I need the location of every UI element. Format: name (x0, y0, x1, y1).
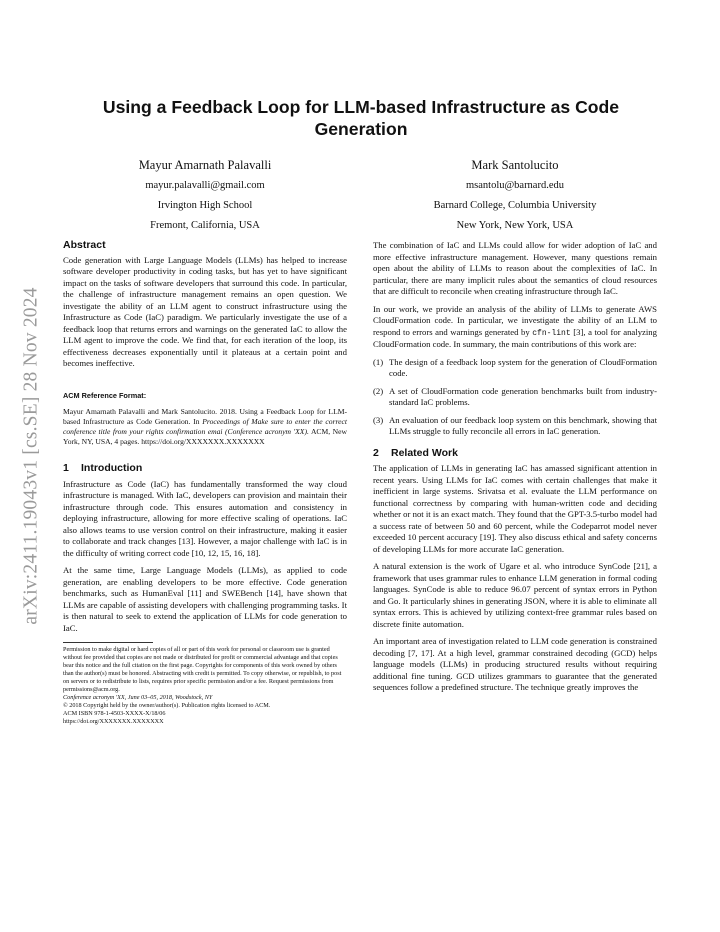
section-title: Introduction (81, 462, 143, 474)
related-paragraph-1: The application of LLMs in generating IaC has amassed significant attention in recent years. Using LLMs for IaC comes with certain challenges that make it inefficient in large systems. Srivatsa et al. evaluate the LLM performance on functional correctness by comparing with human-written code and deciding whether or not it is an exact match. They found that the GPT-3.5-turbo model had a success rate of between 50 and 60 percent, while the Codeparrot model never exceeded 10 percent accuracy [19]. They also discuss ethical and safety concerns of developing LLMs for more accurate IaC generation. (373, 463, 657, 554)
author-location: Fremont, California, USA (150, 220, 260, 231)
related-paragraph-3: An important area of investigation related to LLM code generation is constrained decoding [7, 17]. At a high level, grammar constrained decoding (GCD) helps language models (LLMs) in producing structured results without requiring additional fine tuning. GCD utilizes grammars to guarantee that the generated sequences follow a predefined structure. The technique greatly improves the (373, 636, 657, 692)
related-work-heading (373, 448, 657, 460)
intro-paragraph-1: Infrastructure as Code (IaC) has fundamentally transformed the way cloud infrastructure is managed. With IaC, developers can provision and maintain their infrastructure through code. This ensures automation and consistency in deploying infrastructure, allowing for more effective scaling of operations. IaC also allows teams to use version control on their infrastructure, making it easier to collaborate and track changes [13]. However, a major challenge with IaC is in the difficulty of writing correct code [10, 12, 15, 16, 18]. (63, 478, 347, 558)
acm-ref-part-b: ACM, New York, NY, USA, 4 pages. https://doi.org/XXXXXXX.XXXXXXX (63, 427, 347, 446)
author-block-2 (385, 154, 645, 236)
author-email: mayur.palavalli@gmail.com (145, 180, 265, 191)
title-line-2: Generation (314, 119, 408, 139)
author-name: Mark Santolucito (471, 158, 559, 172)
paper-title (64, 96, 658, 140)
acm-ref-text (63, 407, 347, 447)
related-paragraph-2: A natural extension is the work of Ugare et al. who introduce SynCode [21], a framework that uses grammar rules to enhance LLM generation in formal coding languages. SynCode is able to reduce 96.07 percent of syntax errors in Python and Go. It particularly shines in generating JSON, where it is able to eliminate all syntax errors. This is achieved by utilizing context-free grammar rules based on discrete finite automation. (373, 561, 657, 629)
author-block-1 (75, 154, 335, 236)
left-column (63, 240, 347, 726)
title-line-1: Using a Feedback Loop for LLM-based Infrastructure as Code (102, 97, 620, 117)
intro-paragraph-3: The combination of IaC and LLMs could allow for wider adoption of IaC and more effective infrastructure management. However, many questions remain open about the ability of LLMs to reason about the complexities of IaC. In particular, there are many implicit rules about the semantics of cloud resources that are difficult to reconcile when creating infrastructure through IaC. (373, 240, 657, 296)
cfn-lint-code: cfn-lint (532, 328, 571, 338)
conference-line: Conference acronym 'XX, June 03–05, 2018, Woodstock, NY (63, 694, 213, 701)
arxiv-identifier (14, 246, 50, 666)
section-title: Related Work (391, 446, 458, 459)
author-location: New York, New York, USA (456, 220, 574, 231)
author-affiliation: Barnard College, Columbia University (433, 200, 597, 211)
intro-paragraph-2: At the same time, Large Language Models (LLMs), as applied to code generation, are enabling developers to be more effective. Code generation benchmarks, such as HumanEval [11] and SWEBench [14], have shown that LLMs are capable of assisting developers with challenging programming tasks. It is then natural to seek to extend the application of LLMs for code generation to IaC. (63, 565, 347, 633)
author-affiliation: Irvington High School (157, 200, 253, 211)
footnote-rule (63, 642, 153, 643)
acm-ref-part-a: Mayur Amarnath Palavalli and Mark Santolucito. 2018. Using a Feedback Loop for LLM-based Infrastructure as Code Generation. In (63, 407, 347, 426)
permission-text: Permission to make digital or hard copies of all or part of this work for personal or classroom use is granted without fee provided that copies are not made or distributed for profit or commercial advantage and that copies bear this notice and the full citation on the first page. Copyrights for components of this work owned by others than the author(s) must be honored. Abstracting with credit is permitted. To copy otherwise, or republish, to post on servers or to redistribute to lists, requires prior specific permission and/or a fee. Request permissions from permissions@acm.org. (63, 646, 342, 693)
author-name: Mayur Amarnath Palavalli (138, 158, 272, 172)
contributions-list (373, 357, 657, 438)
isbn-line: ACM ISBN 978-1-4503-XXXX-X/18/06 (63, 710, 166, 717)
section-number: 1 (63, 462, 69, 474)
list-item: (3) An evaluation of our feedback loop system on this benchmark, showing that LLMs struggle to fully reconcile all errors in IaC generation. (373, 414, 657, 436)
arxiv-id-text: arXiv:2411.19043v1 [cs.SE] 28 Nov 2024 (21, 287, 43, 625)
author-email: msantolu@barnard.edu (465, 180, 565, 191)
right-column (373, 240, 657, 700)
section-number: 2 (373, 446, 379, 459)
abstract-text: Code generation with Large Language Models (LLMs) has helped to increase software developer productivity in coding tasks, but has yet to have significant impact on the tasks of software developers that surround this code. In particular, the challenge of infrastructure management remains an open question. We investigate the ability of an LLM agent to construct infrastructure using the Infrastructure as Code (IaC) paradigm. We particularly investigate the use of a feedback loop that returns errors and warnings on the generated IaC to allow the LLM agent to improve the code. We find that, for each iteration of the loop, its effectiveness decreases exponentially until it plateaus at a certain point and becomes ineffective. (63, 254, 347, 368)
list-item: (2) A set of CloudFormation code generation benchmarks built from industry-standard IaC problems. (373, 385, 657, 407)
intro-heading (63, 463, 347, 475)
permission-footnote (63, 646, 347, 726)
list-item: (1) The design of a feedback loop system for the generation of CloudFormation code. (373, 356, 657, 378)
doi-line: https://doi.org/XXXXXXX.XXXXXXX (63, 718, 164, 725)
copyright-line: © 2018 Copyright held by the owner/author(s). Publication rights licensed to ACM. (63, 702, 271, 709)
abstract-heading: Abstract (63, 239, 106, 251)
intro-paragraph-4: In our work, we provide an analysis of the ability of LLMs to generate AWS CloudFormation code. In particular, we investigate the ability of an LLM to respond to errors and warnings generated by cfn-lint [3], a tool for analyzing CloudFormation code. In summary, the main contributions of this work are: (373, 303, 657, 349)
acm-ref-heading: ACM Reference Format: (63, 390, 147, 400)
acm-ref-italic: Proceedings of Make sure to enter the correct conference title from your rights confirmation emai (Conference acronym 'XX). (63, 417, 347, 436)
